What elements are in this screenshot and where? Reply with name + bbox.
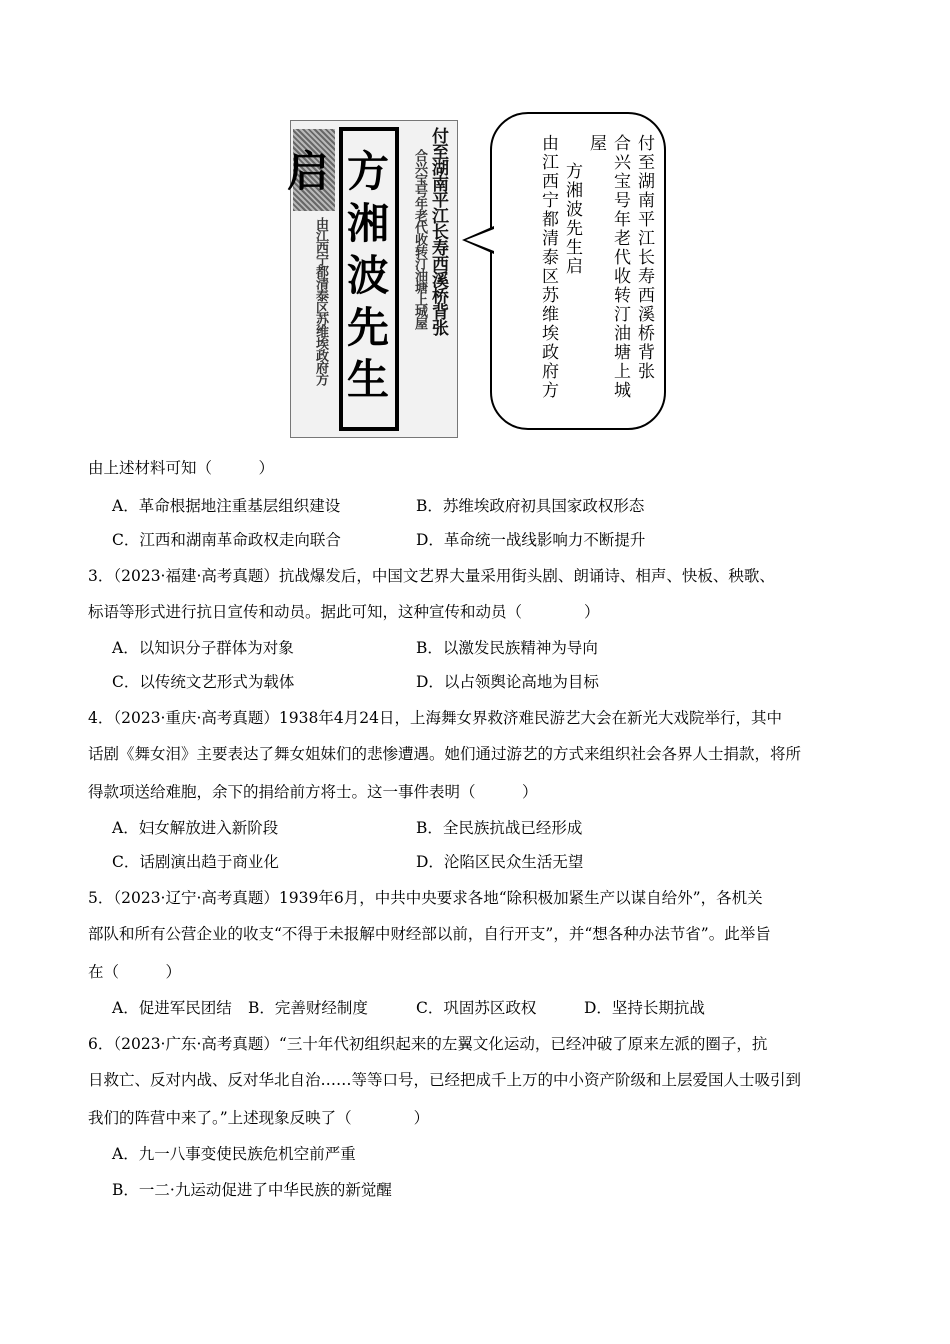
q6-stem-line-3: 我们的阵营中来了。”上述现象反映了（ ） [88,1109,430,1127]
q6-stem-line-1: 6．（2023·广东·高考真题）“三十年代初组织起来的左翼文化运动，已经冲破了原来左派的圈子，抗 [88,1035,768,1053]
q5-option-b[interactable]: B．完善财经制度 [248,999,368,1017]
bubble-line: 合兴宝号年老代收转汀油塘上城屋 [586,134,630,400]
envelope-address-column-2: 合兴宝号年老代收转汀油塘上城屋 [412,149,427,329]
envelope-sender-column: 由江西宁都清泰区苏维埃政府方 [313,217,328,385]
q6-option-b[interactable]: B．一二·九运动促进了中华民族的新觉醒 [112,1181,392,1199]
q5-option-d[interactable]: D．坚持长期抗战 [584,999,705,1017]
q5-option-c[interactable]: C．巩固苏区政权 [416,999,537,1017]
envelope-photo [281,120,458,438]
envelope-recipient-name: 方湘波先生启 [281,149,390,409]
q2-stem: 由上述材料可知（ ） [88,459,275,477]
q6-option-a[interactable]: A．九一八事变使民族危机空前严重 [112,1145,356,1163]
q4-option-d[interactable]: D．沦陷区民众生活无望 [416,853,584,871]
q6-stem-line-2: 日救亡、反对内战、反对华北自治……等等口号，已经把成千上万的中小资产阶级和上层爱国人士吸引到 [88,1071,802,1089]
q3-option-a[interactable]: A．以知识分子群体为对象 [112,639,294,657]
bubble-line: 由江西宁都清泰区苏维埃政府方 [538,134,558,400]
envelope-address-column: 付至湖南平江长寿西溪桥背张 [428,127,448,335]
bubble-transcription [502,134,656,414]
q4-stem-line-2: 话剧《舞女泪》主要表达了舞女姐妹们的悲惨遭遇。她们通过游艺的方式来组织社会各界人士捐款，将所 [88,745,802,763]
q2-option-b[interactable]: B．苏维埃政府初具国家政权形态 [416,497,645,515]
q5-stem-line-3: 在（ ） [88,963,182,981]
q5-stem-line-2: 部队和所有公营企业的收支“不得于未报解中财经部以前，自行开支”，并“想各种办法节省”。此举旨 [88,925,771,943]
q5-option-a[interactable]: A．促进军民团结 [112,999,232,1017]
q3-option-b[interactable]: B．以激发民族精神为导向 [416,639,598,657]
q2-option-c[interactable]: C．江西和湖南革命政权走向联合 [112,531,341,549]
q4-option-a[interactable]: A．妇女解放进入新阶段 [112,819,279,837]
q4-option-b[interactable]: B．全民族抗战已经形成 [416,819,583,837]
q4-option-c[interactable]: C．话剧演出趋于商业化 [112,853,279,871]
historical-envelope-figure [281,112,670,438]
bubble-line: 方湘波先生启 [562,162,582,276]
q2-option-a[interactable]: A．革命根据地注重基层组织建设 [112,497,341,515]
bubble-line: 付至湖南平江长寿西溪桥背张 [634,134,654,381]
q3-stem-line-1: 3．（2023·福建·高考真题）抗战爆发后，中国文艺界大量采用街头剧、朗诵诗、相声、快板、秧歌、 [88,567,775,585]
q2-option-d[interactable]: D．革命统一战线影响力不断提升 [416,531,646,549]
q3-option-d[interactable]: D．以占领舆论高地为目标 [416,673,599,691]
q4-stem-line-3: 得款项送给难胞，余下的捐给前方将士。这一事件表明（ ） [88,783,538,801]
q4-stem-line-1: 4．（2023·重庆·高考真题）1938年4月24日，上海舞女界救济难民游艺大会在新光大戏院举行，其中 [88,709,782,727]
q5-stem-line-1: 5．（2023·辽宁·高考真题）1939年6月，中共中央要求各地“除积极加紧生产以谋自给外”，各机关 [88,889,763,907]
q3-option-c[interactable]: C．以传统文艺形式为载体 [112,673,295,691]
q3-stem-line-2: 标语等形式进行抗日宣传和动员。据此可知，这种宣传和动员（ ） [88,603,600,621]
